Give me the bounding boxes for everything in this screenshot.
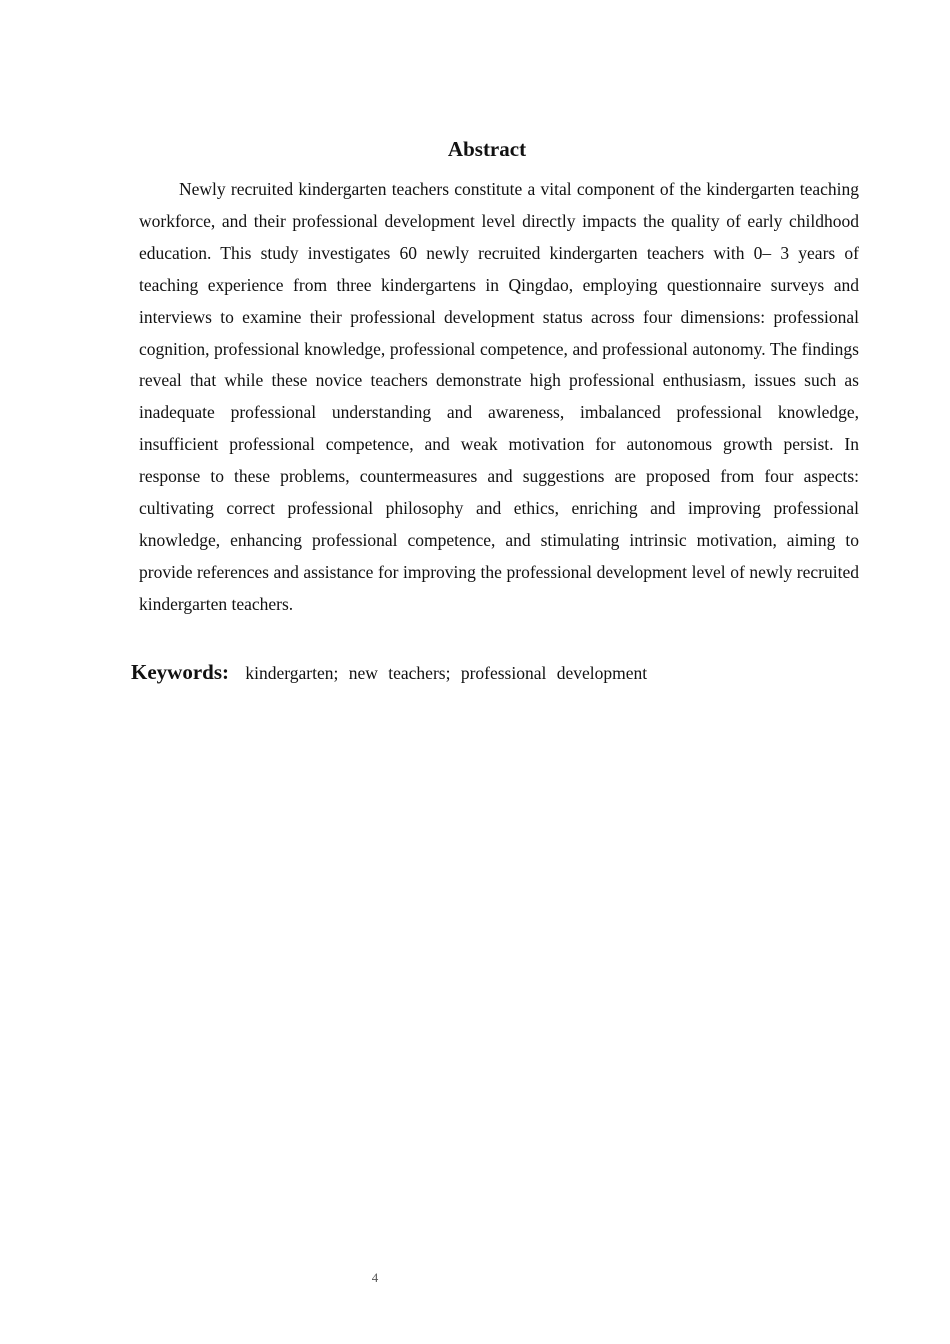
keywords-line [131, 656, 647, 689]
keywords-value: kindergarten; new teachers; professional development [245, 663, 648, 683]
abstract-title: Abstract [447, 137, 527, 161]
abstract-body: Newly recruited kindergarten teachers constitute a vital component of the kindergarten teaching workforce, and their professional development level directly impacts the quality of early childhood education. This study investigates 60 newly recruited kindergarten teachers with 0– 3 years of teaching experience from three kindergartens in Qingdao, employing questionnaire surveys and interviews to examine their professional development status across four dimensions: professional cognition, professional knowledge, professional competence, and professional autonomy. The findings reveal that while these novice teachers demonstrate high professional enthusiasm, issues such as inadequate professional understanding and awareness, imbalanced professional knowledge, insufficient professional competence, and weak motivation for autonomous growth persist. In response to these problems, countermeasures and suggestions are proposed from four aspects: cultivating correct professional philosophy and ethics, enriching and improving professional knowledge, enhancing professional competence, and stimulating intrinsic motivation, aiming to provide references and assistance for improving the professional development level of newly recruited kindergarten teachers. [139, 179, 859, 614]
page-number: 4 [371, 1270, 379, 1285]
keywords-label: Keywords: [131, 660, 229, 684]
